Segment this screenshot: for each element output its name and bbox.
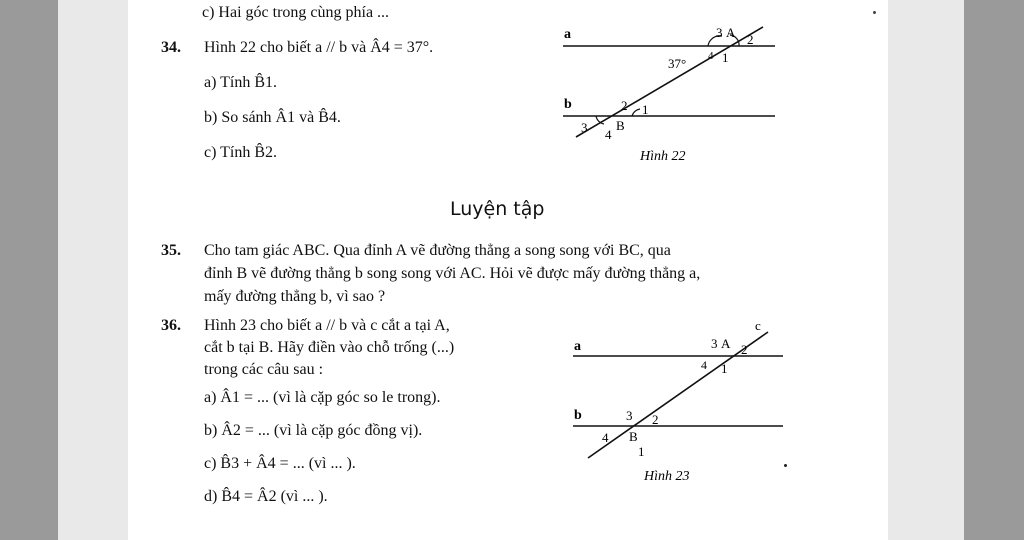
fig23-label-b3: 3 [626, 408, 633, 423]
textbook-page [128, 0, 888, 540]
fig22-label-b4: 4 [605, 127, 612, 142]
fig23-label-line-c: c [755, 318, 761, 333]
figure-23 [568, 318, 793, 488]
fig23-label-b2: 2 [652, 412, 659, 427]
fig23-label-point-a: A [721, 336, 731, 351]
fig22-label-line-b: b [564, 97, 572, 112]
fig22-arc-b [632, 109, 640, 116]
fig23-label-b4: 4 [602, 430, 609, 445]
fig23-label-a2: 2 [741, 342, 748, 357]
problem-34-part-b: b) So sánh Â1 và B̂4. [204, 109, 341, 126]
problem-36-line-3: trong các câu sau : [204, 361, 324, 378]
viewer-right-gutter [888, 0, 966, 540]
scan-dot [784, 464, 787, 467]
figure-22 [558, 22, 788, 172]
fig23-caption: Hình 23 [644, 469, 690, 484]
fig22-label-b1: 1 [642, 102, 649, 117]
fig23-label-a3: 3 [711, 336, 718, 351]
previous-item-c: c) Hai góc trong cùng phía ... [202, 4, 390, 21]
problem-36-part-b: b) Â2 = ... (vì là cặp góc đồng vị). [204, 422, 423, 439]
problem-36-number: 36. [161, 317, 181, 334]
section-heading: Luyện tập [450, 198, 545, 220]
fig22-label-line-a: a [564, 27, 571, 42]
fig23-label-line-a: a [574, 339, 581, 354]
fig23-label-line-b: b [574, 408, 582, 423]
problem-36-part-d: d) B̂4 = Â2 (vì ... ). [204, 488, 328, 505]
problem-36-line-2: cắt b tại B. Hãy điền vào chỗ trống (...) [204, 339, 455, 356]
fig22-caption: Hình 22 [640, 149, 686, 164]
problem-34-intro: Hình 22 cho biết a // b và Â4 = 37°. [204, 39, 434, 56]
fig22-label-b2: 2 [621, 98, 628, 113]
fig22-angle-37: 37° [668, 56, 687, 71]
problem-34-number: 34. [161, 39, 181, 56]
fig22-label-point-b: B [616, 118, 625, 133]
fig22-label-a1: 1 [722, 50, 729, 65]
problem-35-line-1: Cho tam giác ABC. Qua đỉnh A vẽ đường thẳng a song song với BC, qua [204, 242, 671, 259]
problem-36-line-1: Hình 23 cho biết a // b và c cắt a tại A, [204, 317, 450, 334]
fig22-label-point-a: A [726, 25, 736, 40]
problem-36-part-a: a) Â1 = ... (vì là cặp góc so le trong). [204, 389, 441, 406]
fig22-label-b3: 3 [581, 120, 588, 135]
fig23-label-b1: 1 [638, 444, 645, 459]
scan-dot-top [873, 11, 876, 14]
viewer-left-margin [0, 0, 62, 540]
problem-35-line-3: mấy đường thẳng b, vì sao ? [204, 288, 386, 305]
fig22-label-a3: 3 [716, 25, 723, 40]
viewer-right-margin [964, 0, 1024, 540]
viewer-left-gutter [58, 0, 128, 540]
fig22-label-a2: 2 [747, 32, 754, 47]
fig23-label-a4: 4 [701, 358, 707, 372]
fig22-transversal [576, 27, 763, 137]
problem-35-line-2: đỉnh B vẽ đường thẳng b song song với AC. Hỏi vẽ được mấy đường thẳng a, [204, 265, 701, 282]
fig23-label-a1: 1 [721, 361, 728, 376]
problem-34-part-a: a) Tính B̂1. [204, 74, 278, 91]
problem-34-part-c: c) Tính B̂2. [204, 144, 278, 161]
problem-35-number: 35. [161, 242, 181, 259]
problem-36-part-c: c) B̂3 + Â4 = ... (vì ... ). [204, 455, 356, 472]
fig22-arc-b-bottom [596, 116, 604, 124]
fig23-label-point-b: B [629, 429, 638, 444]
fig22-label-a4: 4 [708, 50, 714, 62]
